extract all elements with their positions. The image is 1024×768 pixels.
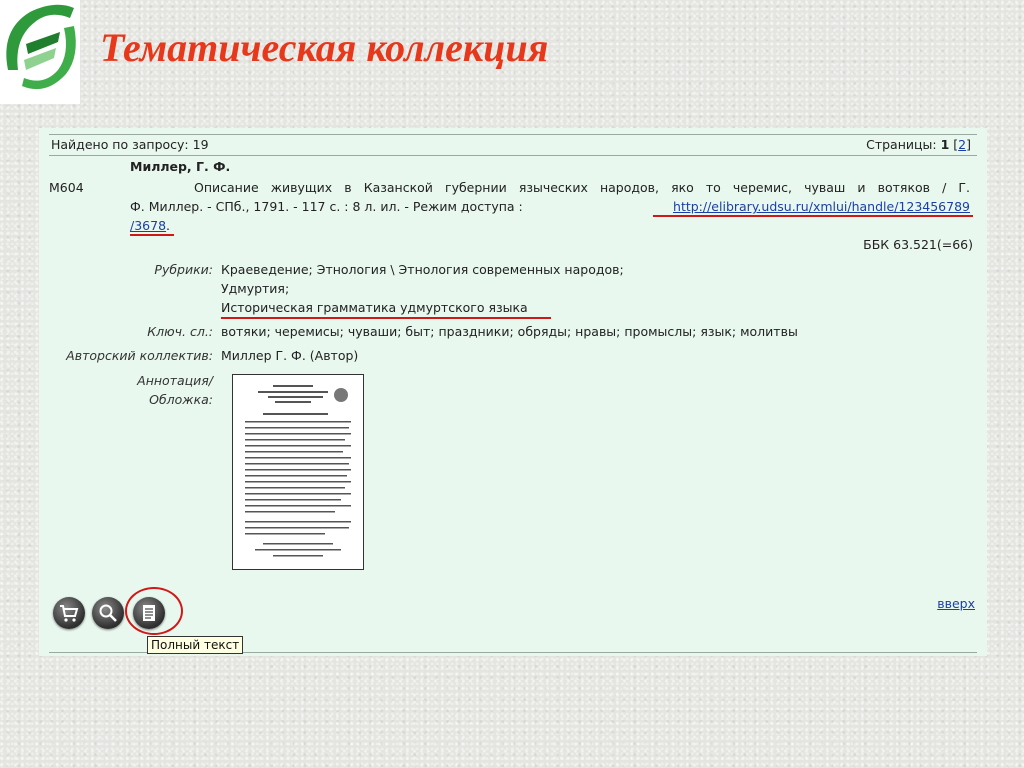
record-description-line-1: Описание живущих в Казанской губернии языческих народов, яко то черемис, чуваш и вотяков / Г. bbox=[194, 180, 970, 195]
cart-icon bbox=[59, 603, 79, 623]
page-2-link[interactable]: 2 bbox=[958, 137, 967, 152]
cover-page-image bbox=[233, 375, 363, 569]
top-divider bbox=[49, 134, 977, 135]
back-to-top-link[interactable]: вверх bbox=[937, 596, 975, 611]
search-icon bbox=[98, 603, 118, 623]
rubric-item: Удмуртия; bbox=[221, 281, 290, 296]
logo-icon bbox=[0, 0, 80, 104]
pagination bbox=[866, 137, 971, 152]
collective-value: Миллер Г. Ф. (Автор) bbox=[221, 348, 359, 363]
search-button[interactable] bbox=[92, 597, 124, 629]
rubric-item: Краеведение; Этнология \ Этнология современных народов; bbox=[221, 262, 624, 277]
rubric-highlight-underline bbox=[221, 317, 551, 319]
record-url-suffix: . bbox=[166, 218, 171, 233]
record-description-prefix: Ф. Миллер. - СПб., 1791. - 117 с. : 8 л. ил. - Режим доступа : bbox=[130, 199, 523, 214]
record-code: М604 bbox=[49, 180, 84, 195]
url-highlight-underline bbox=[653, 215, 973, 217]
record-description-line-3 bbox=[130, 218, 170, 233]
cover-thumbnail[interactable] bbox=[232, 374, 364, 570]
url-highlight-underline-end bbox=[130, 234, 174, 236]
full-text-tooltip: Полный текст bbox=[147, 636, 243, 654]
found-count: Найдено по запросу: 19 bbox=[51, 137, 209, 152]
record-url-link-end[interactable]: /3678 bbox=[130, 218, 167, 233]
current-page: 1 bbox=[940, 137, 950, 152]
rubric-item-highlighted: Историческая грамматика удмуртского языка bbox=[221, 300, 528, 315]
bracket-open: [ bbox=[953, 137, 959, 152]
bracket-close: ] bbox=[966, 137, 971, 152]
logo bbox=[0, 0, 80, 104]
search-results-panel bbox=[39, 128, 987, 656]
bbk-code: ББК 63.521(=66) bbox=[863, 237, 973, 252]
keywords-value: вотяки; черемисы; чуваши; быт; праздники; обряды; нравы; промыслы; язык; молитвы bbox=[221, 324, 798, 339]
cart-button[interactable] bbox=[53, 597, 85, 629]
annotation-label: Аннотация/ bbox=[137, 373, 213, 388]
record-author: Миллер, Г. Ф. bbox=[130, 159, 231, 174]
slide-title: Тематическая коллекция bbox=[100, 25, 549, 70]
header-divider bbox=[49, 155, 977, 156]
collective-label: Авторский коллектив: bbox=[66, 348, 213, 363]
full-text-highlight-circle bbox=[125, 587, 183, 635]
rubrics-label: Рубрики: bbox=[154, 262, 213, 277]
record-description-line-2 bbox=[130, 199, 970, 214]
cover-label: Обложка: bbox=[149, 392, 213, 407]
record-url-link[interactable]: http://elibrary.udsu.ru/xmlui/handle/123456789 bbox=[673, 199, 970, 214]
pages-label: Страницы: bbox=[866, 137, 937, 152]
keywords-label: Ключ. сл.: bbox=[147, 324, 213, 339]
